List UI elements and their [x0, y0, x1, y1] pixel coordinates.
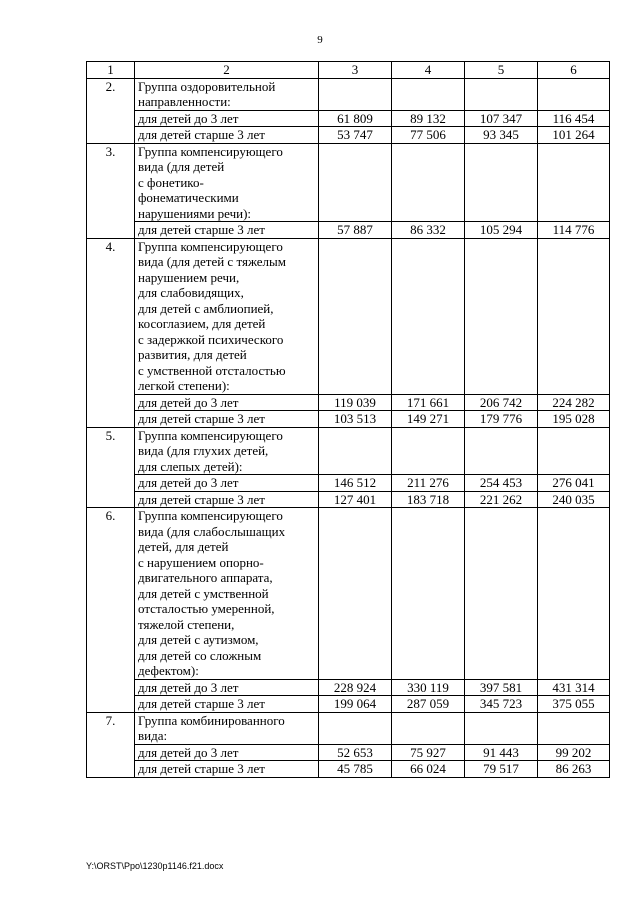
empty-cell — [392, 427, 465, 475]
empty-cell — [465, 78, 538, 110]
empty-cell — [319, 238, 392, 394]
group-title — [135, 508, 319, 680]
cost-value-cell: 375 055 — [538, 696, 610, 713]
group-number: 5. — [87, 427, 135, 508]
empty-cell — [392, 508, 465, 680]
group-title-line: вида: — [138, 728, 168, 743]
cost-value-cell: 66 024 — [392, 761, 465, 778]
group-title-line: для слепых детей): — [138, 458, 243, 474]
group-title — [135, 238, 319, 394]
group-title-line: вида (для глухих детей, — [138, 443, 269, 458]
group-title-line: нарушениями речи): — [138, 205, 252, 221]
cost-value-cell: 195 028 — [538, 411, 610, 428]
group-title-row — [87, 712, 610, 744]
group-number: 7. — [87, 712, 135, 777]
group-number: 2. — [87, 78, 135, 143]
column-header: 5 — [465, 62, 538, 79]
group-title-line: с фонетико- — [138, 174, 204, 190]
empty-cell — [465, 508, 538, 680]
group-title-line: для детей с умственной — [138, 585, 269, 601]
group-title-line: детей, для детей — [138, 539, 229, 554]
cost-value-cell: 45 785 — [319, 761, 392, 778]
empty-cell — [392, 78, 465, 110]
cost-value-cell: 431 314 — [538, 679, 610, 696]
empty-cell — [392, 712, 465, 744]
group-number: 6. — [87, 508, 135, 713]
age-category-label: для детей до 3 лет — [135, 744, 319, 761]
cost-value-cell: 91 443 — [465, 744, 538, 761]
empty-cell — [392, 143, 465, 222]
group-title-line: с умственной отсталостью — [138, 362, 286, 378]
group-title-row — [87, 143, 610, 222]
group-title-line: Группа комбинированного — [138, 712, 285, 728]
cost-value-cell: 61 809 — [319, 110, 392, 127]
cost-value-cell: 146 512 — [319, 475, 392, 492]
table-row — [87, 127, 610, 144]
empty-cell — [319, 427, 392, 475]
group-title-line: нарушением речи, — [138, 269, 240, 285]
group-title — [135, 78, 319, 110]
group-title-line: Группа оздоровительной — [138, 78, 276, 94]
cost-table — [86, 61, 610, 778]
group-title-line: вида (для слабослышащих — [138, 523, 286, 539]
group-number: 3. — [87, 143, 135, 238]
column-header: 6 — [538, 62, 610, 79]
group-title-line: отсталостью умеренной, — [138, 601, 275, 616]
group-title-line: фонематическими — [138, 190, 239, 205]
group-title — [135, 712, 319, 744]
group-title-line: с нарушением опорно- — [138, 554, 264, 570]
age-category-label: для детей старше 3 лет — [135, 696, 319, 713]
age-category-label: для детей старше 3 лет — [135, 761, 319, 778]
table-row — [87, 110, 610, 127]
group-title-line: Группа компенсирующего — [138, 508, 283, 523]
table-row — [87, 679, 610, 696]
empty-cell — [392, 238, 465, 394]
age-category-label: для детей старше 3 лет — [135, 127, 319, 144]
cost-value-cell: 254 453 — [465, 475, 538, 492]
group-title-line: вида (для детей с тяжелым — [138, 254, 286, 269]
group-title-row — [87, 238, 610, 394]
empty-cell — [538, 712, 610, 744]
cost-value-cell: 287 059 — [392, 696, 465, 713]
empty-cell — [538, 78, 610, 110]
table-row — [87, 475, 610, 492]
empty-cell — [465, 238, 538, 394]
cost-value-cell: 206 742 — [465, 394, 538, 411]
group-title-line: для детей с амблиопией, — [138, 300, 274, 316]
column-header: 3 — [319, 62, 392, 79]
empty-cell — [465, 427, 538, 475]
group-title-line: тяжелой степени, — [138, 616, 235, 632]
cost-value-cell: 199 064 — [319, 696, 392, 713]
cost-value-cell: 86 263 — [538, 761, 610, 778]
empty-cell — [319, 78, 392, 110]
cost-value-cell: 221 262 — [465, 491, 538, 508]
age-category-label: для детей старше 3 лет — [135, 222, 319, 239]
column-header: 1 — [87, 62, 135, 79]
group-title-line: для детей со сложным — [138, 647, 262, 663]
cost-value-cell: 211 276 — [392, 475, 465, 492]
group-title-row — [87, 427, 610, 475]
age-category-label: для детей до 3 лет — [135, 394, 319, 411]
age-category-label: для детей до 3 лет — [135, 110, 319, 127]
age-category-label: для детей до 3 лет — [135, 475, 319, 492]
cost-value-cell: 93 345 — [465, 127, 538, 144]
empty-cell — [538, 508, 610, 680]
cost-value-cell: 171 661 — [392, 394, 465, 411]
cost-value-cell: 103 513 — [319, 411, 392, 428]
table-row — [87, 761, 610, 778]
empty-cell — [465, 143, 538, 222]
empty-cell — [319, 712, 392, 744]
cost-value-cell: 77 506 — [392, 127, 465, 144]
file-path-footer: Y:\ORST\Ppo\1230p1146.f21.docx — [86, 861, 224, 871]
age-category-label: для детей до 3 лет — [135, 679, 319, 696]
page-number: 9 — [317, 34, 323, 46]
table-row — [87, 744, 610, 761]
cost-value-cell: 105 294 — [465, 222, 538, 239]
cost-value-cell: 101 264 — [538, 127, 610, 144]
empty-cell — [319, 143, 392, 222]
cost-value-cell: 276 041 — [538, 475, 610, 492]
age-category-label: для детей старше 3 лет — [135, 411, 319, 428]
group-title-line: развития, для детей — [138, 347, 247, 362]
cost-value-cell: 86 332 — [392, 222, 465, 239]
group-title-line: косоглазием, для детей — [138, 316, 266, 331]
cost-value-cell: 89 132 — [392, 110, 465, 127]
empty-cell — [465, 712, 538, 744]
group-title-row — [87, 78, 610, 110]
table-row — [87, 696, 610, 713]
group-number: 4. — [87, 238, 135, 427]
group-title-line: для слабовидящих, — [138, 285, 244, 300]
table-header-row — [87, 62, 610, 79]
cost-value-cell: 107 347 — [465, 110, 538, 127]
empty-cell — [538, 238, 610, 394]
group-title-line: Группа компенсирующего — [138, 238, 283, 254]
group-title — [135, 427, 319, 475]
empty-cell — [538, 427, 610, 475]
cost-value-cell: 53 747 — [319, 127, 392, 144]
cost-value-cell: 57 887 — [319, 222, 392, 239]
cost-value-cell: 183 718 — [392, 491, 465, 508]
table-row — [87, 222, 610, 239]
group-title-line: двигательного аппарата, — [138, 570, 273, 585]
group-title-line: вида (для детей — [138, 159, 225, 174]
column-header: 2 — [135, 62, 319, 79]
empty-cell — [538, 143, 610, 222]
group-title-line: с задержкой психического — [138, 331, 284, 347]
table-row — [87, 491, 610, 508]
cost-value-cell: 116 454 — [538, 110, 610, 127]
cost-value-cell: 224 282 — [538, 394, 610, 411]
cost-value-cell: 240 035 — [538, 491, 610, 508]
group-title-line: для детей с аутизмом, — [138, 632, 259, 647]
cost-value-cell: 75 927 — [392, 744, 465, 761]
cost-value-cell: 79 517 — [465, 761, 538, 778]
cost-value-cell: 99 202 — [538, 744, 610, 761]
group-title-line: Группа компенсирующего — [138, 427, 283, 443]
group-title-line: легкой степени): — [138, 378, 230, 393]
column-header: 4 — [392, 62, 465, 79]
cost-value-cell: 114 776 — [538, 222, 610, 239]
group-title-line: Группа компенсирующего — [138, 143, 283, 159]
table-row — [87, 394, 610, 411]
group-title-line: направленности: — [138, 94, 231, 109]
cost-value-cell: 330 119 — [392, 679, 465, 696]
cost-value-cell: 127 401 — [319, 491, 392, 508]
cost-value-cell: 119 039 — [319, 394, 392, 411]
cost-value-cell: 397 581 — [465, 679, 538, 696]
age-category-label: для детей старше 3 лет — [135, 491, 319, 508]
cost-value-cell: 52 653 — [319, 744, 392, 761]
cost-value-cell: 179 776 — [465, 411, 538, 428]
cost-value-cell: 228 924 — [319, 679, 392, 696]
cost-value-cell: 345 723 — [465, 696, 538, 713]
cost-value-cell: 149 271 — [392, 411, 465, 428]
table-row — [87, 411, 610, 428]
group-title-line: дефектом): — [138, 663, 199, 678]
group-title — [135, 143, 319, 222]
empty-cell — [319, 508, 392, 680]
group-title-row — [87, 508, 610, 680]
